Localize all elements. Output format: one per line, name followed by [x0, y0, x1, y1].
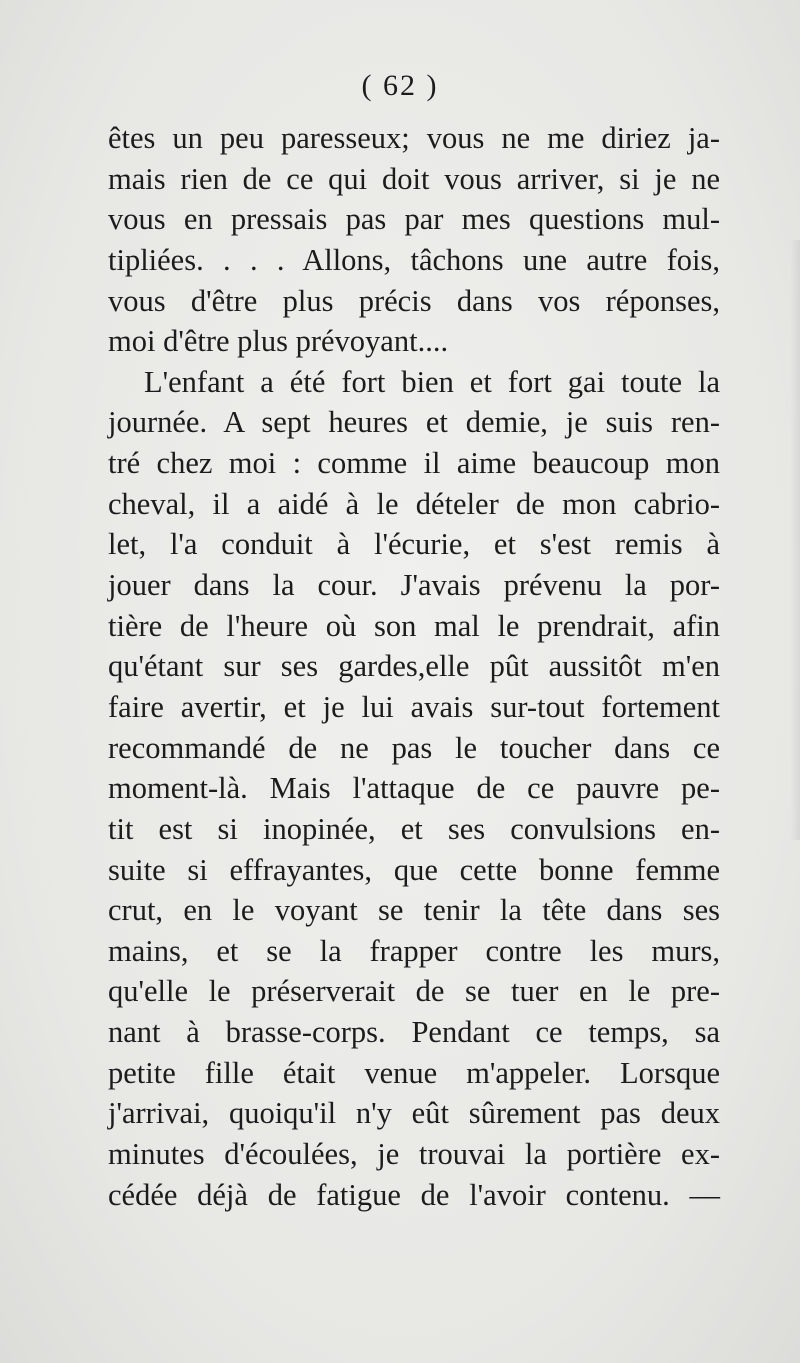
text-line: tière de l'heure où son mal le prendrait, afin	[108, 608, 720, 643]
body-text	[108, 118, 720, 1215]
text-line: petite fille était venue m'appeler. Lorsque	[108, 1055, 720, 1090]
text-line: vous en pressais pas par mes questions mul-	[108, 202, 720, 237]
text-line: let, l'a conduit à l'écurie, et s'est remis à	[108, 527, 720, 562]
text-line: qu'étant sur ses gardes,elle pût aussitôt m'en	[108, 649, 720, 684]
text-line: minutes d'écoulées, je trouvai la portière ex-	[108, 1137, 720, 1172]
text-line: crut, en le voyant se tenir la tête dans ses	[108, 893, 720, 928]
page-edge-shadow	[790, 240, 800, 840]
text-line: jouer dans la cour. J'avais prévenu la por-	[108, 568, 720, 603]
page-number: ( 62 )	[361, 69, 439, 102]
text-line: êtes un peu paresseux; vous ne me diriez ja-	[108, 121, 720, 155]
text-line: mais rien de ce qui doit vous arriver, si je ne	[108, 161, 720, 196]
text-line: faire avertir, et je lui avais sur-tout fortement	[108, 689, 720, 724]
text-line: tré chez moi : comme il aime beaucoup mon	[108, 446, 720, 481]
text-line: tit est si inopinée, et ses convulsions en-	[108, 811, 720, 846]
text-line: moi d'être plus prévoyant....	[108, 324, 449, 359]
text-line: L'enfant a été fort bien et fort gai toute la	[144, 364, 720, 399]
text-line: cédée déjà de fatigue de l'avoir contenu. —	[108, 1177, 720, 1212]
text-line: qu'elle le préserverait de se tuer en le pre-	[108, 974, 720, 1009]
text-line: journée. A sept heures et demie, je suis ren-	[108, 405, 720, 440]
text-line: vous d'être plus précis dans vos réponses,	[108, 283, 720, 318]
text-line: nant à brasse-corps. Pendant ce temps, sa	[108, 1015, 720, 1050]
text-line: cheval, il a aidé à le dételer de mon cabrio-	[108, 486, 720, 521]
text-line: mains, et se la frapper contre les murs,	[108, 933, 720, 968]
text-line: tipliées. . . . Allons, tâchons une autre fois,	[108, 242, 720, 277]
text-line: moment-là. Mais l'attaque de ce pauvre pe-	[108, 771, 720, 806]
text-line: suite si effrayantes, que cette bonne femme	[108, 852, 720, 887]
text-line: j'arrivai, quoiqu'il n'y eût sûrement pas deux	[108, 1096, 720, 1131]
text-line: recommandé de ne pas le toucher dans ce	[108, 730, 720, 765]
